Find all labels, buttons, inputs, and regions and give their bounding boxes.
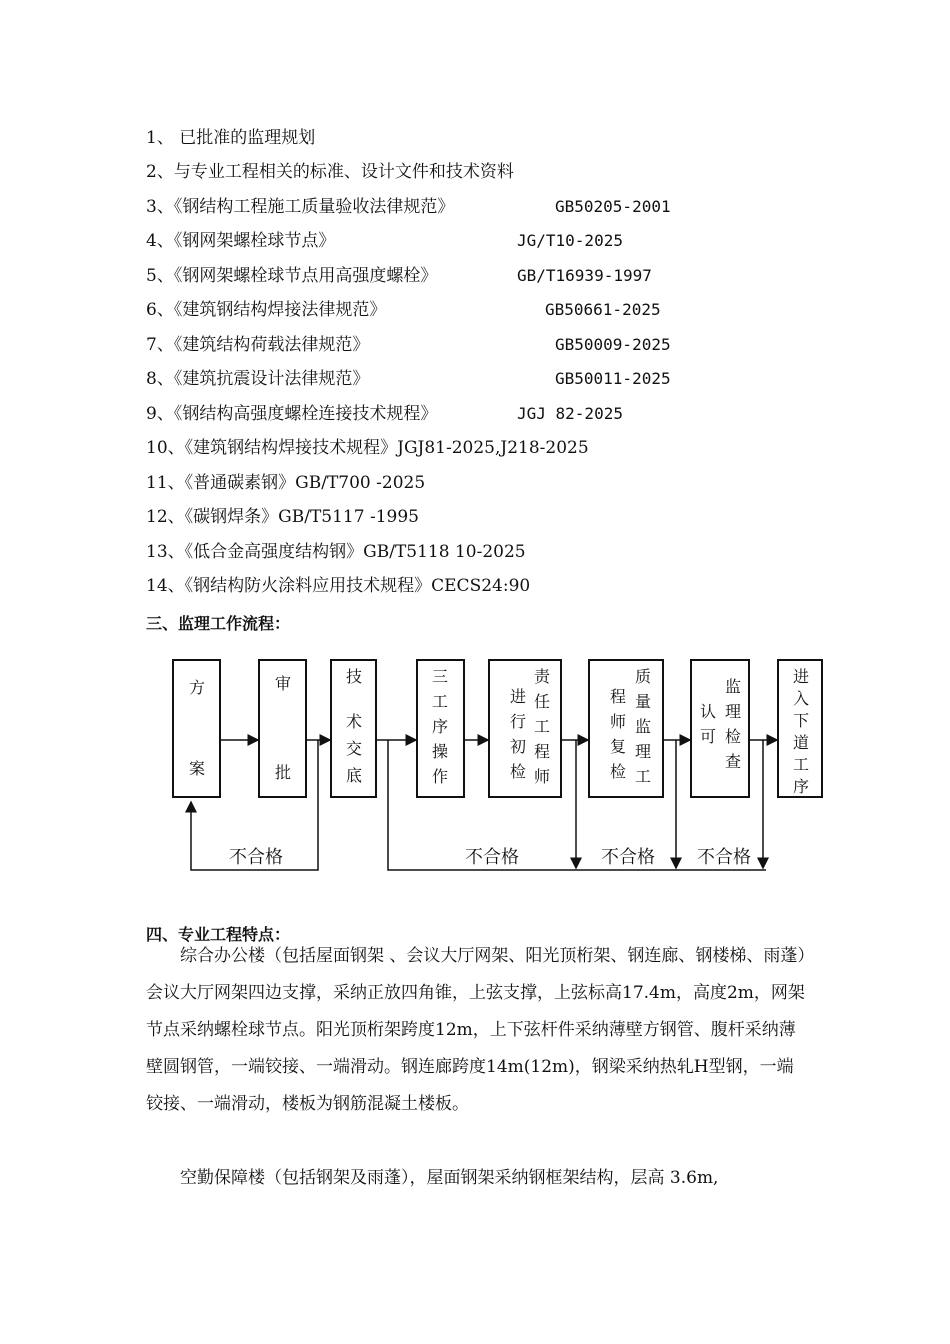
reference-item: 14、《钢结构防火涂料应用技术规程》CECS24:90 <box>146 576 531 596</box>
svg-text:理: 理 <box>724 702 742 721</box>
svg-text:监: 监 <box>634 717 652 736</box>
reference-item: 5、《钢网架螺栓球节点用高强度螺栓》 <box>146 266 438 286</box>
reference-item: 1、 已批准的监理规划 <box>146 128 316 148</box>
svg-text:监: 监 <box>724 677 742 696</box>
svg-text:查: 查 <box>724 752 742 771</box>
svg-text:批: 批 <box>274 763 292 782</box>
standard-code: GB50011-2025 <box>555 369 671 388</box>
standard-code: GB/T16939-1997 <box>517 266 652 285</box>
svg-text:进: 进 <box>792 667 810 686</box>
standard-code: JG/T10-2025 <box>517 231 623 250</box>
svg-text:工: 工 <box>634 767 652 786</box>
svg-text:量: 量 <box>634 692 652 711</box>
reference-item: 3、《钢结构工程施工质量验收法律规范》 <box>146 197 455 217</box>
svg-text:认: 认 <box>699 702 717 721</box>
reference-item: 6、《建筑钢结构焊接法律规范》 <box>146 300 387 320</box>
standard-code: JGJ 82-2025 <box>517 404 623 423</box>
svg-text:初: 初 <box>509 737 527 756</box>
fail-label-2: 不合格 <box>465 847 519 868</box>
svg-text:程: 程 <box>609 687 627 706</box>
svg-text:任: 任 <box>533 692 551 711</box>
svg-text:行: 行 <box>509 712 527 731</box>
standard-code: GB50661-2025 <box>545 300 661 319</box>
reference-item: 7、《建筑结构荷载法律规范》 <box>146 335 370 355</box>
svg-text:师: 师 <box>609 712 627 731</box>
svg-text:技: 技 <box>345 667 363 686</box>
svg-text:理: 理 <box>634 742 652 761</box>
svg-text:工: 工 <box>533 717 551 736</box>
body-paragraph: 综合办公楼（包括屋面钢架 、会议大厅网架、阳光顶桁架、钢连廊、钢楼梯、雨蓬）会议大厅网架四边支撑，采纳正放四角锥，上弦支撑，上弦标高17.4m，高度2m，网架节点采纳螺栓球节点。阳光顶桁架跨度12m，上下弦杆件采纳薄壁方钢管、腹杆采纳薄壁圆钢管，一端铰接、一端滑动。钢连廊跨度14m(12m)，钢梁采纳热轧H型钢，一端铰接、一端滑动，楼板为钢筋混凝土楼板。 <box>146 946 806 1114</box>
reference-item: 2、与专业工程相关的标准、设计文件和技术资料 <box>146 162 514 182</box>
reference-item: 11、《普通碳素钢》GB/T700 -2025 <box>146 473 426 493</box>
svg-text:方: 方 <box>188 678 206 697</box>
fail-label-3: 不合格 <box>601 847 655 868</box>
fail-label-4: 不合格 <box>697 847 751 868</box>
fail-label-1: 不合格 <box>229 847 283 868</box>
svg-text:进: 进 <box>509 687 527 706</box>
body-paragraph: 空勤保障楼（包括钢架及雨蓬），屋面钢架采纳钢框架结构，层高 3.6m, <box>180 1168 719 1188</box>
reference-item: 8、《建筑抗震设计法律规范》 <box>146 369 370 389</box>
svg-text:检: 检 <box>609 762 627 781</box>
workflow-diagram <box>146 650 836 880</box>
svg-text:入: 入 <box>792 689 810 708</box>
svg-text:下: 下 <box>792 711 810 730</box>
reference-item: 12、《碳钢焊条》GB/T5117 -1995 <box>146 507 419 527</box>
standard-code: GB50009-2025 <box>555 335 671 354</box>
svg-text:道: 道 <box>792 733 810 752</box>
section-heading: 三、监理工作流程： <box>146 614 291 633</box>
svg-text:底: 底 <box>345 766 363 785</box>
svg-text:序: 序 <box>792 777 810 796</box>
section-heading: 四、专业工程特点： <box>146 925 291 944</box>
svg-text:序: 序 <box>431 717 449 736</box>
reference-item: 10、《建筑钢结构焊接技术规程》JGJ81-2025,J218-2025 <box>146 438 589 458</box>
svg-text:作: 作 <box>431 767 449 786</box>
svg-text:操: 操 <box>431 742 449 761</box>
svg-text:程: 程 <box>533 742 551 761</box>
reference-item: 4、《钢网架螺栓球节点》 <box>146 231 336 251</box>
svg-text:工: 工 <box>431 692 449 711</box>
svg-text:术: 术 <box>345 712 363 731</box>
svg-text:复: 复 <box>609 737 627 756</box>
svg-text:工: 工 <box>792 755 810 774</box>
svg-text:责: 责 <box>533 667 551 686</box>
svg-text:交: 交 <box>345 739 363 758</box>
svg-text:可: 可 <box>699 727 717 746</box>
reference-item: 13、《低合金高强度结构钢》GB/T5118 10-2025 <box>146 542 526 562</box>
reference-item: 9、《钢结构高强度螺栓连接技术规程》 <box>146 404 438 424</box>
svg-text:案: 案 <box>188 759 206 778</box>
svg-text:师: 师 <box>533 767 551 786</box>
svg-text:三: 三 <box>431 667 449 686</box>
svg-text:检: 检 <box>509 762 527 781</box>
svg-text:审: 审 <box>274 674 292 693</box>
standard-code: GB50205-2001 <box>555 197 671 216</box>
svg-text:检: 检 <box>724 727 742 746</box>
svg-text:质: 质 <box>634 667 652 686</box>
